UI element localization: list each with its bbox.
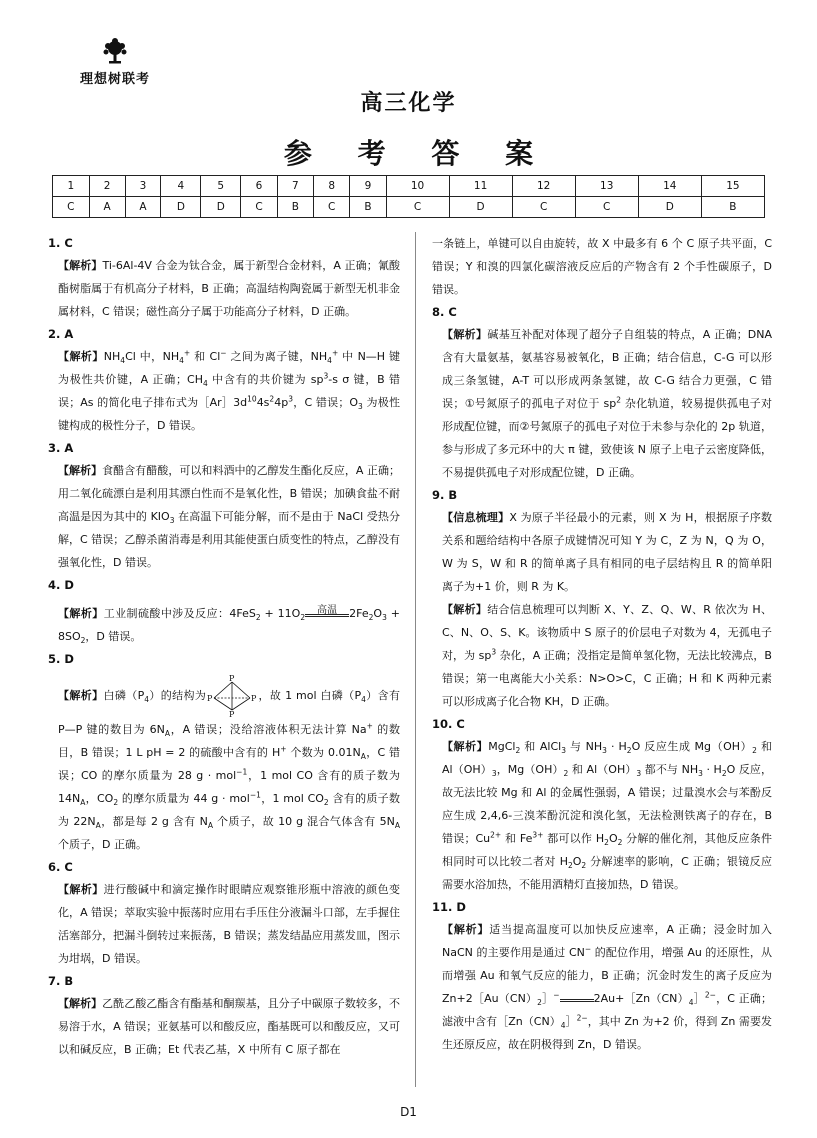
sup: −1 bbox=[249, 790, 261, 800]
question-3-analysis bbox=[48, 459, 400, 574]
answer-table-answer-row bbox=[53, 197, 765, 218]
sub: 2 bbox=[752, 746, 757, 756]
q11-t: ］ bbox=[693, 992, 705, 1005]
sup: + bbox=[183, 348, 191, 358]
q10-t: MgCl bbox=[488, 740, 516, 753]
sup: 2 bbox=[269, 394, 275, 404]
q11-t: ，其中 Zn 为+2 价，得到 Zn 需要发生还原反应，故在阴极得到 Zn，D 错误。 bbox=[442, 1015, 772, 1051]
sub: 2 bbox=[617, 838, 623, 848]
q5-t: 含有的质子数为 22N bbox=[58, 792, 400, 828]
sub: 2 bbox=[323, 798, 329, 808]
q2-t: -s σ 键，B 错误；As 的简化电子排布式为［Ar］3d bbox=[58, 373, 400, 409]
sub: A bbox=[164, 729, 171, 739]
left-column bbox=[48, 232, 400, 1061]
q8-t: 杂化轨道，较易提供孤电子对形成配位键，而②号氮原子的孤电子对位于未参与杂化的 2p 轨道，参与形成了多元环中的大 π 键，致使该 N 原子上电子云密度降低，不易提供孤电子对形成配位键，D 正确。 bbox=[442, 397, 773, 479]
sub: 3 bbox=[561, 746, 566, 756]
q11-t: 2Au+［Zn（CN） bbox=[593, 992, 689, 1005]
q5-t: ，1 mol CO bbox=[260, 792, 324, 805]
question-number-cell: 14 bbox=[638, 176, 701, 197]
question-6-text: 进行酸碱中和滴定操作时眼睛应观察锥形瓶中溶液的颜色变化，A 错误；萃取实验中振荡时应用右手压住分液漏斗口部，左手握住活塞部分，把漏斗倒转过来振荡，B 错误；蒸发结晶应用蒸发皿，图示为坩埚，D 错误。 bbox=[58, 883, 400, 965]
sub: A bbox=[80, 798, 86, 808]
tree-logo-icon bbox=[100, 38, 130, 66]
analysis-tag: 【解析】 bbox=[442, 740, 489, 753]
reaction-condition-arrow bbox=[305, 604, 349, 617]
sup: 2 bbox=[616, 395, 622, 405]
sub: 2 bbox=[581, 861, 587, 871]
question-number-cell: 3 bbox=[125, 176, 161, 197]
analysis-tag: 【解析】 bbox=[442, 328, 488, 341]
question-number-cell: 13 bbox=[575, 176, 638, 197]
equals-arrow bbox=[560, 997, 594, 1002]
question-number-cell: 4 bbox=[161, 176, 201, 197]
question-8-analysis bbox=[432, 323, 772, 484]
answer-table-number-row bbox=[53, 176, 765, 197]
question-10-analysis bbox=[432, 735, 772, 896]
q5-t: ，C 错误；CO 的摩尔质量为 28 g · mol bbox=[58, 746, 400, 782]
sub: 3 bbox=[382, 613, 387, 623]
sub: 3 bbox=[636, 769, 642, 779]
q9-t: 杂化，A 正确；没指定是简单氢化物，无法比较沸点，B 错误；第一电离能大小关系：N>O>C，C 正确；H 和 K 两种元素可以形成离子化合物 KH，D 正确。 bbox=[442, 649, 772, 708]
q4-t: 2Fe bbox=[349, 607, 369, 620]
answer-cell: A bbox=[125, 197, 161, 218]
answer-cell: B bbox=[277, 197, 313, 218]
sub: 2 bbox=[368, 613, 374, 623]
q10-t: 分解速率的影响，C 正确；银镜反应需要水浴加热，不能用酒精灯直接加热，D 错误。 bbox=[442, 855, 772, 891]
sub: A bbox=[394, 821, 400, 831]
sub: 2 bbox=[721, 769, 727, 779]
q5-t: 白磷（P bbox=[103, 689, 145, 702]
sub: 2 bbox=[563, 769, 569, 779]
question-number-cell: 1 bbox=[53, 176, 90, 197]
question-number-cell: 9 bbox=[350, 176, 386, 197]
q5-t: ，1 mol CO 含有的质子数为 14N bbox=[58, 769, 400, 805]
logo bbox=[70, 38, 160, 87]
answer-cell: C bbox=[386, 197, 449, 218]
question-5-analysis bbox=[48, 674, 400, 856]
q10-t: 和 Fe bbox=[501, 832, 533, 845]
question-9-analysis bbox=[432, 598, 772, 713]
sub: 4 bbox=[179, 356, 184, 366]
q4-t: 工业制硫酸中涉及反应：4FeS bbox=[103, 607, 256, 620]
q2-t: 4p bbox=[274, 396, 289, 409]
q10-t: 都不与 NH bbox=[641, 763, 699, 776]
analysis-tag: 【解析】 bbox=[442, 923, 490, 936]
sub: 2 bbox=[515, 746, 521, 756]
sub: 2 bbox=[626, 746, 632, 756]
analysis-tag: 【解析】 bbox=[58, 350, 104, 363]
q11-t: ，C 正确；滤液中含有［Zn（CN） bbox=[442, 992, 772, 1028]
q9-info-text: X 为原子半径最小的元素，则 X 为 H，根据原子序数关系和题给结构中各原子成键情况可知 Y 为 C，Z 为 N，Q 为 O，W 为 S，W 和 R 的简单离子具有相同的电子层结构且 R 的简单阳离子为+1 价，则 R 为 K。 bbox=[442, 511, 773, 593]
question-8-heading: 8. C bbox=[432, 305, 457, 319]
q4-t: O bbox=[373, 607, 383, 620]
question-5-heading: 5. D bbox=[48, 652, 74, 666]
q3-t: 食醋含有醋酸，可以和料酒中的乙醇发生酯化反应，A 正确；用二氧化硫漂白是利用其漂白性而不是氧化性，B 错误；加碘食盐不耐高温是因为其中的 KIO bbox=[58, 464, 400, 523]
q10-t: ，Mg（OH） bbox=[496, 763, 564, 776]
q2-t: 为极性键构成的极性分子，D 错误。 bbox=[58, 396, 401, 432]
q2-t: ，C 错误；O bbox=[292, 396, 359, 409]
sup: 3 bbox=[288, 394, 293, 404]
q10-t: 和 Al（OH） bbox=[568, 763, 637, 776]
answer-cell: B bbox=[350, 197, 386, 218]
q4-t: + 8SO bbox=[58, 607, 400, 643]
question-7-analysis bbox=[48, 992, 400, 1061]
q5-t: ，CO bbox=[85, 792, 114, 805]
sub: 3 bbox=[358, 402, 363, 412]
p-atom-label: P bbox=[229, 710, 235, 718]
question-9-heading: 9. B bbox=[432, 488, 458, 502]
q10-t: O 反应生成 Mg（OH） bbox=[631, 740, 753, 753]
question-number-cell: 11 bbox=[449, 176, 512, 197]
question-number-cell: 2 bbox=[89, 176, 125, 197]
sub: 4 bbox=[202, 379, 208, 389]
q11-t: 适当提高温度可以加快反应速率，A 正确；浸金时加入 NaCN 的主要作用是通过 CN bbox=[442, 923, 772, 959]
question-6-heading: 6. C bbox=[48, 860, 73, 874]
sup: − bbox=[584, 944, 592, 954]
right-column bbox=[432, 232, 772, 1056]
question-number-cell: 7 bbox=[277, 176, 313, 197]
question-2-heading: 2. A bbox=[48, 327, 74, 341]
page-number: D1 bbox=[400, 1105, 417, 1119]
q9-t: 结合信息梳理可以判断 X、Y、Z、Q、W、R 依次为 H、C、N、O、S、K。该物质中 S 原子的价层电子对数为 4，无孤电子对，为 sp bbox=[442, 603, 773, 662]
q11-t: ］ bbox=[565, 1015, 577, 1028]
sub: 3 bbox=[602, 746, 607, 756]
q2-t: 中 N—H 键为极性共价键，A 正确；CH bbox=[58, 350, 401, 386]
sup: 2− bbox=[576, 1013, 588, 1023]
q3-t: 在高温下可能分解，而不是由于 NaCl 受热分解，C 错误；乙醇杀菌消毒是利用其能使蛋白质变性的特点，乙醇没有强氧化性，D 错误。 bbox=[58, 510, 400, 569]
q5-t: 的摩尔质量为 44 g · mol bbox=[118, 792, 250, 805]
sub: 4 bbox=[688, 998, 694, 1008]
sub: A bbox=[207, 821, 214, 831]
sub: 4 bbox=[361, 695, 366, 705]
q2-t: 4s bbox=[256, 396, 270, 409]
question-11-heading: 11. D bbox=[432, 900, 466, 914]
q5-t: ）的结构为 bbox=[148, 689, 207, 702]
sub: 4 bbox=[144, 695, 149, 705]
logo-text: 理想树联考 bbox=[79, 72, 150, 87]
question-number-cell: 15 bbox=[701, 176, 764, 197]
condition-label: 高温 bbox=[317, 604, 338, 616]
sup: 3 bbox=[323, 371, 329, 381]
q8-t: 碱基互补配对体现了超分子自组装的特点，A 正确；DNA 含有大量氨基，氨基容易被氧化，B 正确；结合信息，C-G 可以形成三条氢键，A-T 可以形成两条氢键，故 C-G 结合力更强，C 错误；①号氮原子的孤电子对位于 sp bbox=[442, 328, 773, 410]
answer-cell: C bbox=[575, 197, 638, 218]
question-11-analysis bbox=[432, 918, 772, 1056]
question-10-heading: 10. C bbox=[432, 717, 465, 731]
analysis-tag: 【解析】 bbox=[58, 259, 103, 272]
analysis-tag: 【解析】 bbox=[58, 997, 103, 1010]
sub: 2 bbox=[604, 838, 609, 848]
p-atom-label: P bbox=[251, 694, 257, 703]
question-4-analysis bbox=[48, 602, 400, 648]
answer-cell: D bbox=[449, 197, 512, 218]
question-1-text: Ti-6Al-4V 合金为钛合金，属于新型合金材料，A 正确；氰酸酯树脂属于有机高分子材料，B 正确；高温结构陶瓷属于新型无机非金属材料，C 错误；磁性高分子属于功能高分子材料，D 正确。 bbox=[58, 259, 401, 318]
question-2-analysis bbox=[48, 345, 400, 437]
q10-t: 分解的催化剂，其他反应条件相同时可以比较二者对 H bbox=[442, 832, 772, 868]
sup: −1 bbox=[236, 767, 248, 777]
q10-t: O bbox=[608, 832, 618, 845]
question-1-analysis bbox=[48, 254, 400, 323]
sub: 3 bbox=[169, 516, 175, 526]
subject-title: 高三化学 bbox=[360, 90, 457, 116]
white-phosphorus-structure bbox=[206, 674, 258, 718]
question-7-text: 乙酰乙酸乙酯含有酯基和酮羰基，且分子中碳原子数较多，不易溶于水，A 错误；亚氨基可以和酸反应，酯基既可以和酸反应，又可以和碱反应，B 正确；Et 代表乙基，X 中所有 C 原子都在 bbox=[58, 997, 401, 1056]
sub: 4 bbox=[560, 1021, 566, 1031]
sup: 3 bbox=[491, 647, 497, 657]
q10-t: 与 NH bbox=[565, 740, 603, 753]
sub: 2 bbox=[567, 861, 573, 871]
q2-t: 之间为离子键，NH bbox=[226, 350, 328, 363]
q5-t: ，A 错误；没给溶液体积无法计算 Na bbox=[170, 723, 367, 736]
info-tag: 【信息梳理】 bbox=[442, 511, 510, 524]
q5-t: 个质子，D 正确。 bbox=[58, 838, 147, 851]
analysis-tag: 【解析】 bbox=[58, 883, 104, 896]
analysis-tag: 【解析】 bbox=[58, 464, 103, 477]
q10-t: O 反应，故无法比较 Mg 和 Al 的金属性强弱，A 错误；过量溴水会与苯酚反应生成 2,4,6-三溴苯酚沉淀和溴化氢，无法检测铁离子的存在，B 错误；Cu bbox=[442, 763, 773, 845]
question-9-info bbox=[432, 506, 772, 598]
sup: 10 bbox=[247, 394, 257, 404]
q2-t: Cl 中，NH bbox=[125, 350, 180, 363]
q10-t: · H bbox=[702, 763, 722, 776]
sub: 3 bbox=[491, 769, 497, 779]
sub: 4 bbox=[120, 356, 126, 366]
answer-cell: C bbox=[512, 197, 575, 218]
question-4-heading: 4. D bbox=[48, 578, 74, 592]
q5-t: 的数目，B 错误；1 L pH = 2 的硫酸中含有的 H bbox=[58, 723, 400, 759]
answer-cell: D bbox=[201, 197, 241, 218]
analysis-tag: 【解析】 bbox=[58, 607, 104, 620]
sup: + bbox=[280, 744, 287, 754]
sup: 3+ bbox=[532, 830, 544, 840]
question-7-heading: 7. B bbox=[48, 974, 74, 988]
answer-cell: C bbox=[241, 197, 278, 218]
answer-cell: D bbox=[161, 197, 201, 218]
question-number-cell: 8 bbox=[313, 176, 350, 197]
q10-t: · H bbox=[606, 740, 627, 753]
q10-t: O bbox=[572, 855, 582, 868]
q5-t: ，都是每 2 g 含有 N bbox=[100, 815, 208, 828]
sup: − bbox=[553, 990, 560, 1000]
answer-cell: D bbox=[638, 197, 701, 218]
q4-t: ，D 错误。 bbox=[85, 630, 142, 643]
question-6-analysis bbox=[48, 878, 400, 970]
q10-t: 和 AlCl bbox=[520, 740, 562, 753]
q10-t: 都可以作 H bbox=[543, 832, 605, 845]
sub: 4 bbox=[327, 356, 332, 366]
analysis-tag: 【解析】 bbox=[58, 689, 104, 702]
sup: + bbox=[331, 348, 339, 358]
analysis-tag: 【解析】 bbox=[442, 603, 488, 616]
sub: 2 bbox=[300, 613, 306, 623]
question-1-heading: 1. C bbox=[48, 236, 73, 250]
answer-table bbox=[52, 175, 765, 218]
question-number-cell: 6 bbox=[241, 176, 278, 197]
q2-t: 中含有的共价键为 sp bbox=[207, 373, 324, 386]
q4-t: + 11O bbox=[260, 607, 301, 620]
page-heading: 参 考 答 案 bbox=[283, 137, 552, 170]
sub: 2 bbox=[255, 613, 261, 623]
q5-t: 个质子，故 10 g 混合气体含有 5N bbox=[213, 815, 395, 828]
q5-t: ）含有 P—P 键的数目为 6N bbox=[58, 689, 401, 736]
q11-t: ］ bbox=[541, 992, 554, 1005]
sub: 2 bbox=[80, 636, 86, 646]
sub: 2 bbox=[113, 798, 119, 808]
sub: A bbox=[360, 752, 366, 762]
answer-cell: C bbox=[53, 197, 90, 218]
answer-cell: B bbox=[701, 197, 764, 218]
question-7-continuation: 一条链上，单键可以自由旋转，故 X 中最多有 6 个 C 原子共平面，C 错误；Y 和溴的四氯化碳溶液反应后的产物含有 2 个手性碳原子，D 错误。 bbox=[432, 237, 772, 296]
sub: A bbox=[95, 821, 101, 831]
answer-cell: A bbox=[89, 197, 125, 218]
sup: + bbox=[366, 721, 373, 731]
question-number-cell: 12 bbox=[512, 176, 575, 197]
answer-cell: C bbox=[313, 197, 350, 218]
sup: 2− bbox=[704, 990, 716, 1000]
p-atom-label: P bbox=[207, 694, 213, 703]
q5-t: 个数为 0.01N bbox=[286, 746, 361, 759]
sup: 2+ bbox=[490, 830, 502, 840]
column-divider bbox=[415, 232, 416, 1087]
question-number-cell: 10 bbox=[386, 176, 449, 197]
q11-t: 的配位作用，增强 Au 的还原性，从而增强 Au 和氧气反应的能力，B 正确；沉金时发生的离子反应为 Zn+2［Au（CN） bbox=[442, 946, 772, 1005]
sup: − bbox=[220, 348, 227, 358]
q10-t: 和 Al（OH） bbox=[442, 740, 773, 776]
sub: 2 bbox=[537, 998, 542, 1008]
q5-t: ，故 1 mol 白磷（P bbox=[258, 689, 362, 702]
p-atom-label: P bbox=[229, 674, 235, 683]
question-3-heading: 3. A bbox=[48, 441, 74, 455]
sub: 3 bbox=[698, 769, 703, 779]
q2-t: 和 Cl bbox=[190, 350, 221, 363]
equals-sign bbox=[560, 999, 594, 1002]
question-number-cell: 5 bbox=[201, 176, 241, 197]
q2-t: NH bbox=[103, 350, 121, 363]
